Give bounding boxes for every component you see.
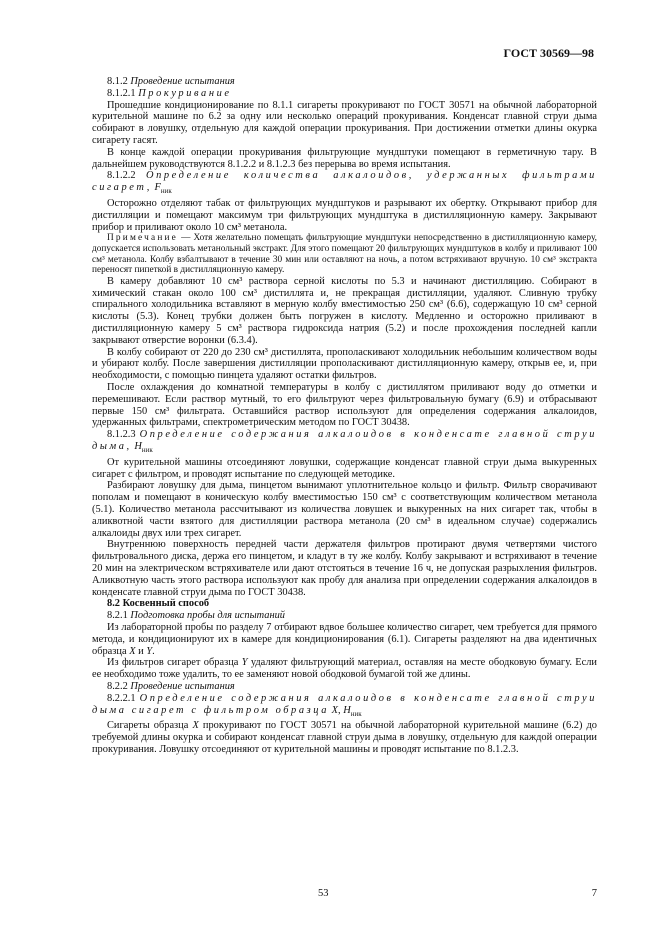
- section-heading: 8.1.2.3 Определение содержания алкалоидов в конденсате главной струи дыма, $H_{ник}$: [92, 429, 597, 455]
- sheet-number: 7: [591, 888, 597, 899]
- page-number: 53: [318, 888, 329, 899]
- section-heading: 8.1.2.2 Определение количества алкалоидов, удержанных фильтрами сигарет, $F_{ник}$: [92, 170, 597, 196]
- paragraph: Осторожно отделяют табак от фильтрующих мундштуков и разрывают их обертку. Открывают прибор для дистилляции и помещают максимум три фильтрующих мундштука в дистилляционную камеру. Закрывают прибор и приливают около 10 см³ метанола.: [92, 198, 597, 233]
- section-heading: 8.1.2.1 Прокуривание: [107, 87, 232, 99]
- paragraph: Из фильтров сигарет образца Y удаляют фильтрующий материал, оставляя на месте ободковую бумагу. Если ее необходимо тоже удалить, то ее заменяют новой ободковой бумагой той же длины.: [92, 657, 597, 681]
- paragraph: Внутреннюю поверхность передней части держателя фильтров протирают двумя четвертями чистого фильтровального диска, держа его пинцетом, и кладут в ту же колбу. Колбу закрывают и встряхивают в течение 20 мин на электрическом встряхивателе или дают отстояться в течение 16 ч, не допуская разрыхления фильтров. Аликвотную часть этого раствора используют как пробу для анализа при определении содержания алкалоидов в конденсате главной струи дыма по ГОСТ 30438.: [92, 539, 597, 598]
- paragraph: Прошедшие кондиционирование по 8.1.1 сигареты прокуривают по ГОСТ 30571 на обычной лабораторной курительной машине по 6.2 за одну или несколько операций прокуривания. Конденсат главной струи дыма собирают в ловушку, отдельную для каждой операции прокуривания. При достижении отметки длины окурка сигарету гасят.: [92, 99, 597, 146]
- paragraph: Из лабораторной пробы по разделу 7 отбирают вдвое большее количество сигарет, чем требуется для прямого метода, и кондиционируют их в камере для кондиционирования (6.1). Сигареты разделяют на два идентичных образца X и Y.: [92, 622, 597, 657]
- paragraph: В конце каждой операции прокуривания фильтрующие мундштуки помещают в герметичную тару. В дальнейшем руководствуются 8.1.2.2 и 8.1.2.3 без перерыва во время испытания.: [92, 146, 597, 170]
- paragraph: В колбу собирают от 220 до 230 см³ дистиллята, прополаскивают холодильник небольшим количеством воды и убирают колбу. После завершения дистилляции прополаскивают дистилляционную камеру, открыв ее, и, при необходимости, с помощью пинцета удаляют остатки фильтров.: [92, 346, 597, 382]
- standard-header: ГОСТ 30569—98: [503, 46, 594, 60]
- section-heading: 8.2.1 Подготовка пробы для испытаний: [107, 610, 285, 622]
- document-body: [92, 76, 597, 756]
- section-heading: 8.1.2 Проведение испытания: [107, 76, 235, 87]
- paragraph: В камеру добавляют 10 см³ раствора серной кислоты по 5.3 и начинают дистилляцию. Собирают в химический стакан около 100 см³ дистиллята и, не прекращая дистилляции, удаляют. Сливную трубку спирального холодильника вставляют в мерную колбу вместимостью 250 см³ (6.6), содержащую 10 см³ серной кислоты (5.3). Конец трубки должен быть погружен в кислоту. Медленно и осторожно приливают в дистилляционную камеру 5 см³ раствора гидроксида натрия (5.2) и после прохождения последней капли закрывают отверстие воронки (6.3.4).: [92, 275, 597, 346]
- note: Примечание — Хотя желательно помещать фильтрующие мундштуки непосредственно в дистилляционную камеру, допускается использовать метанольный экстракт. Для этого помещают 20 фильтрующих мундштуков в колбу и приливают 100 см³ метанола. Колбу взбалтывают в течение 30 мин или оставляют на ночь, а потом встряхивают вручную. 10 см³ экстракта переносят пипеткой в дистилляционную камеру.: [92, 233, 597, 276]
- paragraph: От курительной машины отсоединяют ловушки, содержащие конденсат главной струи дыма выкуренных сигарет с фильтром, и проводят испытание по следующей методике.: [92, 456, 597, 480]
- paragraph: После охлаждения до комнатной температуры в колбу с дистиллятом приливают воду до отметки и перемешивают. Если раствор мутный, то его фильтруют через фильтровальную бумагу (6.9) и отбрасывают первые 150 см³ фильтрата. Оставшийся раствор используют для определения содержания алкалоидов, удержанных фильтрами, спектрометрическим методом по ГОСТ 30438.: [92, 381, 597, 429]
- paragraph: Разбирают ловушку для дыма, пинцетом вынимают уплотнительное кольцо и фильтр. Фильтр сворачивают пополам и помещают в коническую колбу вместимостью 150 см³ с соответствующим количеством метанола (5.1). Количество метанола рассчитывают из количества ловушек и выкуренных на них сигарет так, чтобы в аликвотной части взятого для дистилляции раствора метанола (20 см³ в идеальном случае) содержались алкалоиды двух или трех сигарет.: [92, 480, 597, 539]
- section-heading: 8.2 Косвенный способ: [107, 598, 210, 610]
- section-heading: 8.2.2.1 Определение содержания алкалоидов в конденсате главной струи дыма сигарет с фильтром образца X, $H_{ник}$: [92, 692, 597, 718]
- section-heading: 8.2.2 Проведение испытания: [107, 680, 235, 692]
- paragraph: Сигареты образца X прокуривают по ГОСТ 30571 на обычной лабораторной курительной машине (6.2) до требуемой длины окурка и собирают конденсат главной струи дыма в ловушку, отдельную для каждой операции прокуривания. Ловушку отсоединяют от курительной машины и проводят испытание по 8.1.2.3.: [92, 720, 598, 756]
